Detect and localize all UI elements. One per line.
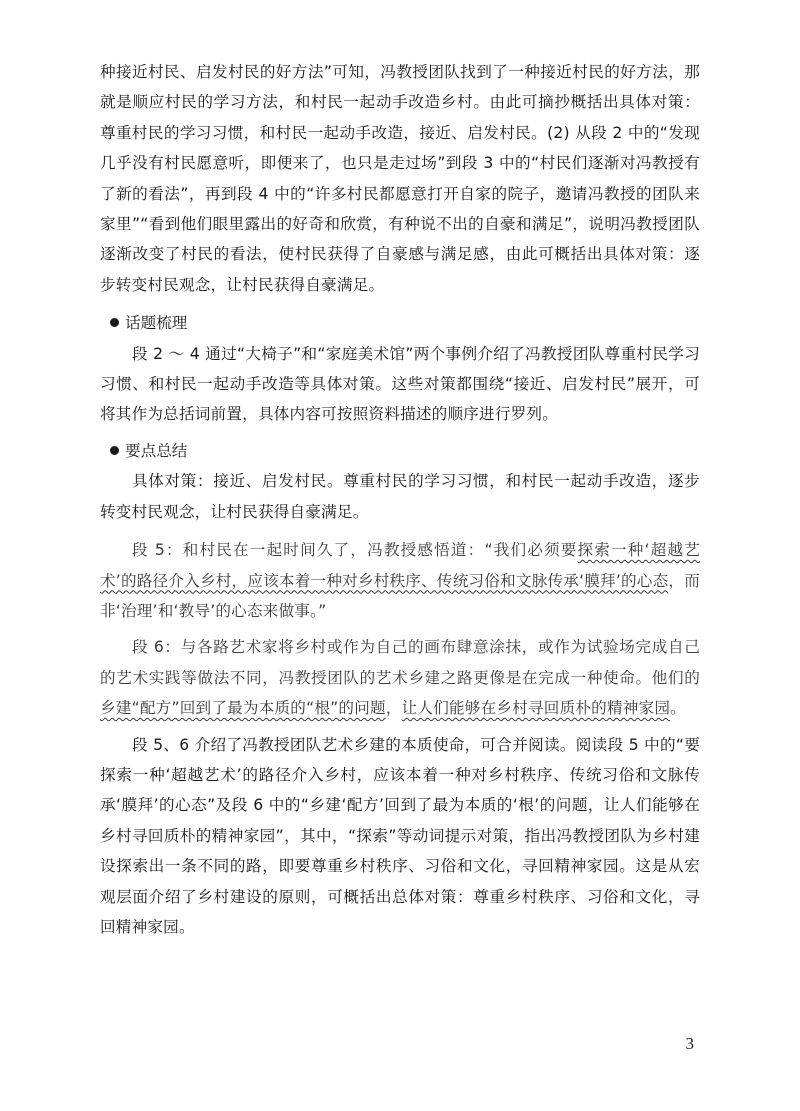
bullet-icon bbox=[110, 318, 119, 327]
page-number: 3 bbox=[685, 1034, 694, 1053]
bullet-icon bbox=[110, 446, 119, 455]
source-5-intro: 段 5：和村民在一起时间久了，冯教授感悟道：“我们必须要 bbox=[132, 541, 578, 560]
source-6-underlined-1: 乡建“配方”回到了最为本质的“根”的问题 bbox=[100, 699, 386, 718]
source-6-underlined-2: 让人们能够在乡村寻回质朴的精神家园 bbox=[401, 699, 671, 718]
paragraph-summary: 具体对策：接近、启发村民。尊重村民的学习习惯，和村民一起动手改造，逐步转变村民观念，让村民获得自豪满足。 bbox=[100, 472, 700, 521]
paragraph-analysis-1: 种接近村民、启发村民的好方法”可知，冯教授团队找到了一种接近村民的好方法，那就是顺应村民的学习方法，和村民一起动手改造乡村。由此可摘抄概括出具体对策：尊重村民的学习习惯，和村民一起动手改造，接近、启发村民。(2) 从段 2 中的“发现几乎没有村民愿意听，即便来了，也只是走过场”到段 3 中的“村民们逐渐对冯教授有了新的看法”，再到段 4 中的“许多村民都愿意打开自家的院子，邀请冯教授的团队来家里”“看到他们眼里露出的好奇和欣赏，有种说不出的自豪和满足”，说明冯教授团队逐渐改变了村民的看法，使村民获得了自豪感与满足感，由此可概括出具体对策：逐步转变村民观念，让村民获得自豪满足。 bbox=[100, 63, 700, 294]
paragraph-source-5 bbox=[100, 535, 700, 626]
source-6-intro: 段 6：与各路艺术家将乡村或作为自己的画布肆意涂抹，或作为试验场完成自己的艺术实践等做法不同，冯教授团队的艺术乡建之路更像是在完成一种使命。他们的 bbox=[100, 638, 700, 687]
source-5-underlined: 探索一种‘超越艺术’的路径介入乡村，应该本着一种对乡村秩序、传统习俗和文脉传承‘膜拜’的心态 bbox=[100, 541, 701, 590]
paragraph-topic: 段 2 ～ 4 通过“大椅子”和“家庭美术馆”两个事例介绍了冯教授团队尊重村民学习习惯、和村民一起动手改造等具体对策。这些对策都围绕“接近、启发村民”展开，可将其作为总括词前置，具体内容可按照资料描述的顺序进行罗列。 bbox=[100, 344, 700, 424]
document-body bbox=[100, 57, 700, 942]
section-heading-topic bbox=[100, 308, 700, 338]
section-heading-topic-label: 话题梳理 bbox=[125, 314, 188, 333]
section-heading-summary bbox=[100, 436, 700, 466]
paragraph-analysis-2: 段 5、6 介绍了冯教授团队艺术乡建的本质使命，可合并阅读。阅读段 5 中的“要探索一种‘超越艺术’的路径介入乡村，应该本着一种对乡村秩序、传统习俗和文脉传承‘膜拜’的心态”及段 6 中的“乡建‘配方’回到了最为本质的‘根’的问题，让人们能够在乡村寻回质朴的精神家园”，其中，“探索”等动词提示对策，指出冯教授团队为乡村建设探索出一条不同的路，即要尊重乡村秩序、习俗和文化，寻回精神家园。这是从宏观层面介绍了乡村建设的原则，可概括出总体对策：尊重乡村秩序、习俗和文化，寻回精神家园。 bbox=[100, 735, 700, 936]
source-5-tail: ，而非‘治理’和‘教导’的心态来做事。” bbox=[100, 571, 700, 620]
paragraph-source-6 bbox=[100, 632, 700, 723]
section-heading-summary-label: 要点总结 bbox=[125, 441, 188, 460]
source-6-sep: ， bbox=[385, 699, 402, 718]
source-6-tail: 。 bbox=[670, 699, 686, 718]
